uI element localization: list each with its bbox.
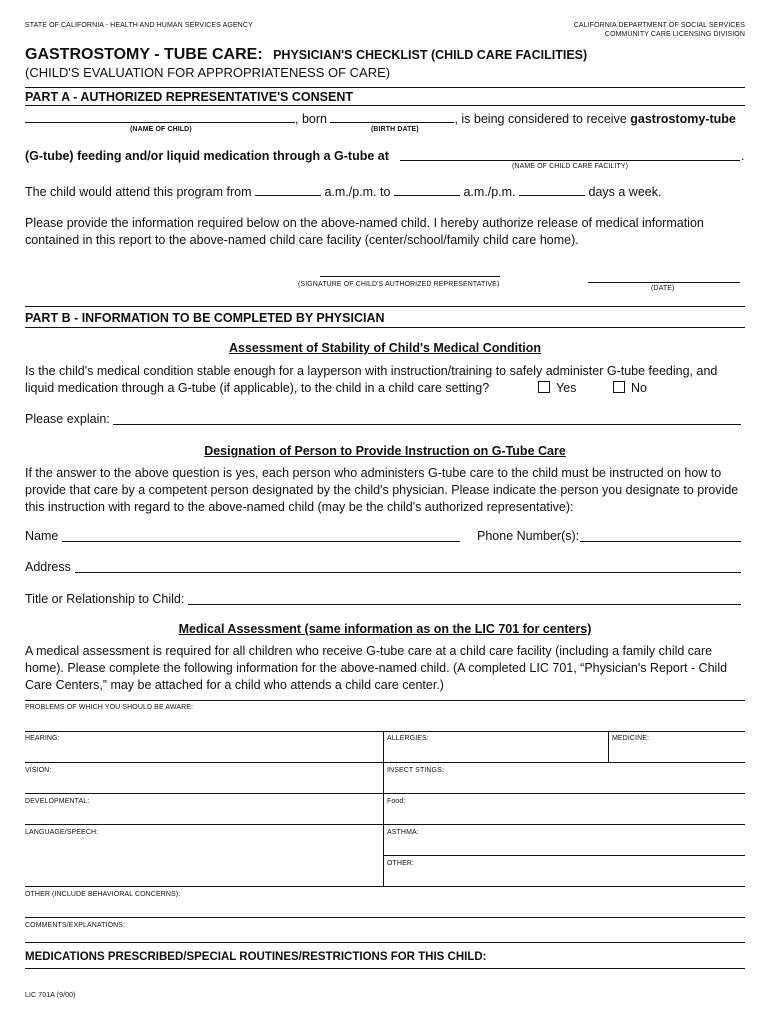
divider: [25, 917, 745, 918]
problems-label: PROBLEMS OF WHICH YOU SHOULD BE AWARE:: [25, 704, 194, 711]
divider: [25, 824, 745, 825]
attend-row: [25, 185, 661, 199]
signature-label: (SIGNATURE OF CHILD'S AUTHORIZED REPRESENTATIVE): [298, 281, 500, 288]
divider: [25, 793, 745, 794]
form-title: [25, 46, 587, 64]
medical-assessment-paragraph: A medical assessment is required for all children who receive G-tube care at a child care facility (including a family child care home). Please complete the following information for the above-named child. (A completed LIC 701, “Physician's Report - Child Care Centers,” may be attached for a child who attends a child care center.): [25, 644, 728, 692]
divider: [25, 942, 745, 943]
medications-heading: MEDICATIONS PRESCRIBED/SPECIAL ROUTINES/RESTRICTIONS FOR THIS CHILD:: [25, 951, 487, 963]
birth-date-field[interactable]: [330, 112, 454, 123]
no-label: No: [631, 381, 647, 395]
name-of-child-label: (NAME OF CHILD): [130, 126, 192, 133]
department-header-line2: COMMUNITY CARE LICENSING DIVISION: [604, 31, 745, 38]
divider: [25, 968, 745, 969]
food-field[interactable]: Food:: [387, 798, 406, 805]
address-label: Address: [25, 560, 71, 574]
representative-signature-field[interactable]: [320, 264, 500, 282]
divider: [25, 886, 745, 887]
name-label: Name: [25, 529, 59, 543]
department-header-line1: CALIFORNIA DEPARTMENT OF SOCIAL SERVICES: [573, 22, 745, 29]
title-relationship-label: Title or Relationship to Child:: [25, 592, 185, 606]
designee-name-field[interactable]: [62, 529, 460, 547]
born-text: , born: [295, 112, 327, 126]
form-subtitle: (CHILD'S EVALUATION FOR APPROPRIATENESS OF CARE): [25, 65, 391, 80]
phone-field[interactable]: [580, 529, 741, 547]
other-field[interactable]: OTHER:: [387, 860, 415, 867]
attend-to-text: a.m./p.m. to: [324, 185, 391, 199]
allergies-field[interactable]: ALLERGIES:: [387, 735, 429, 742]
form-title-sub: PHYSICIAN'S CHECKLIST (CHILD CARE FACILITIES): [273, 48, 588, 62]
divider: [25, 327, 745, 328]
form-title-main: GASTROSTOMY - TUBE CARE:: [25, 46, 263, 63]
hearing-field[interactable]: HEARING:: [25, 735, 60, 742]
other-behavioral-field[interactable]: OTHER (INCLUDE BEHAVIORAL CONCERNS):: [25, 891, 181, 898]
insect-stings-field[interactable]: INSECT STINGS:: [387, 767, 444, 774]
authorization-paragraph: Please provide the information required below on the above-named child. I hereby authorize release of medical information contained in this report to the above-named child care facility (center/school/family child care home).: [25, 216, 704, 247]
days-per-week-field[interactable]: [519, 185, 585, 196]
phone-label: Phone Number(s):: [477, 529, 580, 543]
asthma-field[interactable]: ASTHMA:: [387, 829, 419, 836]
form-number: LIC 701A (9/00): [25, 992, 76, 999]
medicine-field[interactable]: MEDICINE:: [612, 735, 650, 742]
divider: [25, 87, 745, 88]
vision-field[interactable]: VISION:: [25, 767, 52, 774]
part-a-heading: PART A - AUTHORIZED REPRESENTATIVE'S CONSENT: [25, 90, 353, 104]
column-divider: [608, 731, 609, 762]
designation-paragraph: If the answer to the above question is yes, each person who administers G-tube care to the child must be instructed on how to provide that care by a competent person designated by the child's physician. Please indicate the person you designate to provide this instruction with regard to the above-named child (may be the child's authorized representative):: [25, 466, 739, 514]
title-relationship-field[interactable]: [188, 592, 741, 610]
language-speech-field[interactable]: LANGUAGE/SPEECH:: [25, 829, 99, 836]
attend-from-text: The child would attend this program from: [25, 185, 252, 199]
attend-ampm-text: a.m./p.m.: [463, 185, 516, 199]
explain-field[interactable]: [113, 412, 741, 430]
part-b-heading: PART B - INFORMATION TO BE COMPLETED BY PHYSICIAN: [25, 311, 385, 325]
comments-field[interactable]: COMMENTS/EXPLANATIONS:: [25, 922, 126, 929]
checkbox-icon: [538, 381, 550, 393]
divider: [25, 731, 745, 732]
agency-header: STATE OF CALIFORNIA - HEALTH AND HUMAN SERVICES AGENCY: [25, 22, 253, 29]
child-name-row: [25, 112, 736, 126]
date-label: (DATE): [651, 285, 675, 292]
end-time-field[interactable]: [394, 185, 460, 196]
stability-heading: Assessment of Stability of Child's Medical Condition: [228, 341, 542, 355]
explain-label: Please explain:: [25, 412, 110, 426]
divider: [25, 105, 745, 106]
days-week-text: days a week.: [588, 185, 662, 199]
receive-text: , is being considered to receive: [454, 112, 627, 126]
divider: [25, 700, 745, 701]
facility-name-label: (NAME OF CHILD CARE FACILITY): [512, 163, 629, 170]
divider: [25, 762, 745, 763]
column-divider: [383, 731, 384, 887]
address-field[interactable]: [75, 560, 741, 578]
stability-question-line2: liquid medication through a G-tube (if applicable), to the child in a child care setting?: [25, 381, 490, 395]
checkbox-icon: [613, 381, 625, 393]
period: .: [741, 149, 745, 163]
developmental-field[interactable]: DEVELOPMENTAL:: [25, 798, 90, 805]
stability-question-line1: Is the child's medical condition stable enough for a layperson with instruction/training to safely administer G-tube feeding, and: [25, 364, 718, 378]
divider: [383, 855, 745, 856]
start-time-field[interactable]: [255, 185, 321, 196]
gastrostomy-tube-text: gastrostomy-tube: [630, 112, 736, 126]
no-checkbox[interactable]: [613, 381, 647, 395]
child-name-field[interactable]: [25, 112, 295, 123]
designation-heading: Designation of Person to Provide Instruction on G-Tube Care: [204, 444, 566, 458]
divider: [25, 306, 745, 307]
medical-assessment-heading: Medical Assessment (same information as on the LIC 701 for centers): [178, 622, 592, 636]
yes-checkbox[interactable]: [538, 381, 576, 395]
gtube-line: (G-tube) feeding and/or liquid medication through a G-tube at: [25, 149, 389, 163]
yes-label: Yes: [556, 381, 577, 395]
birth-date-label: (BIRTH DATE): [371, 126, 419, 133]
